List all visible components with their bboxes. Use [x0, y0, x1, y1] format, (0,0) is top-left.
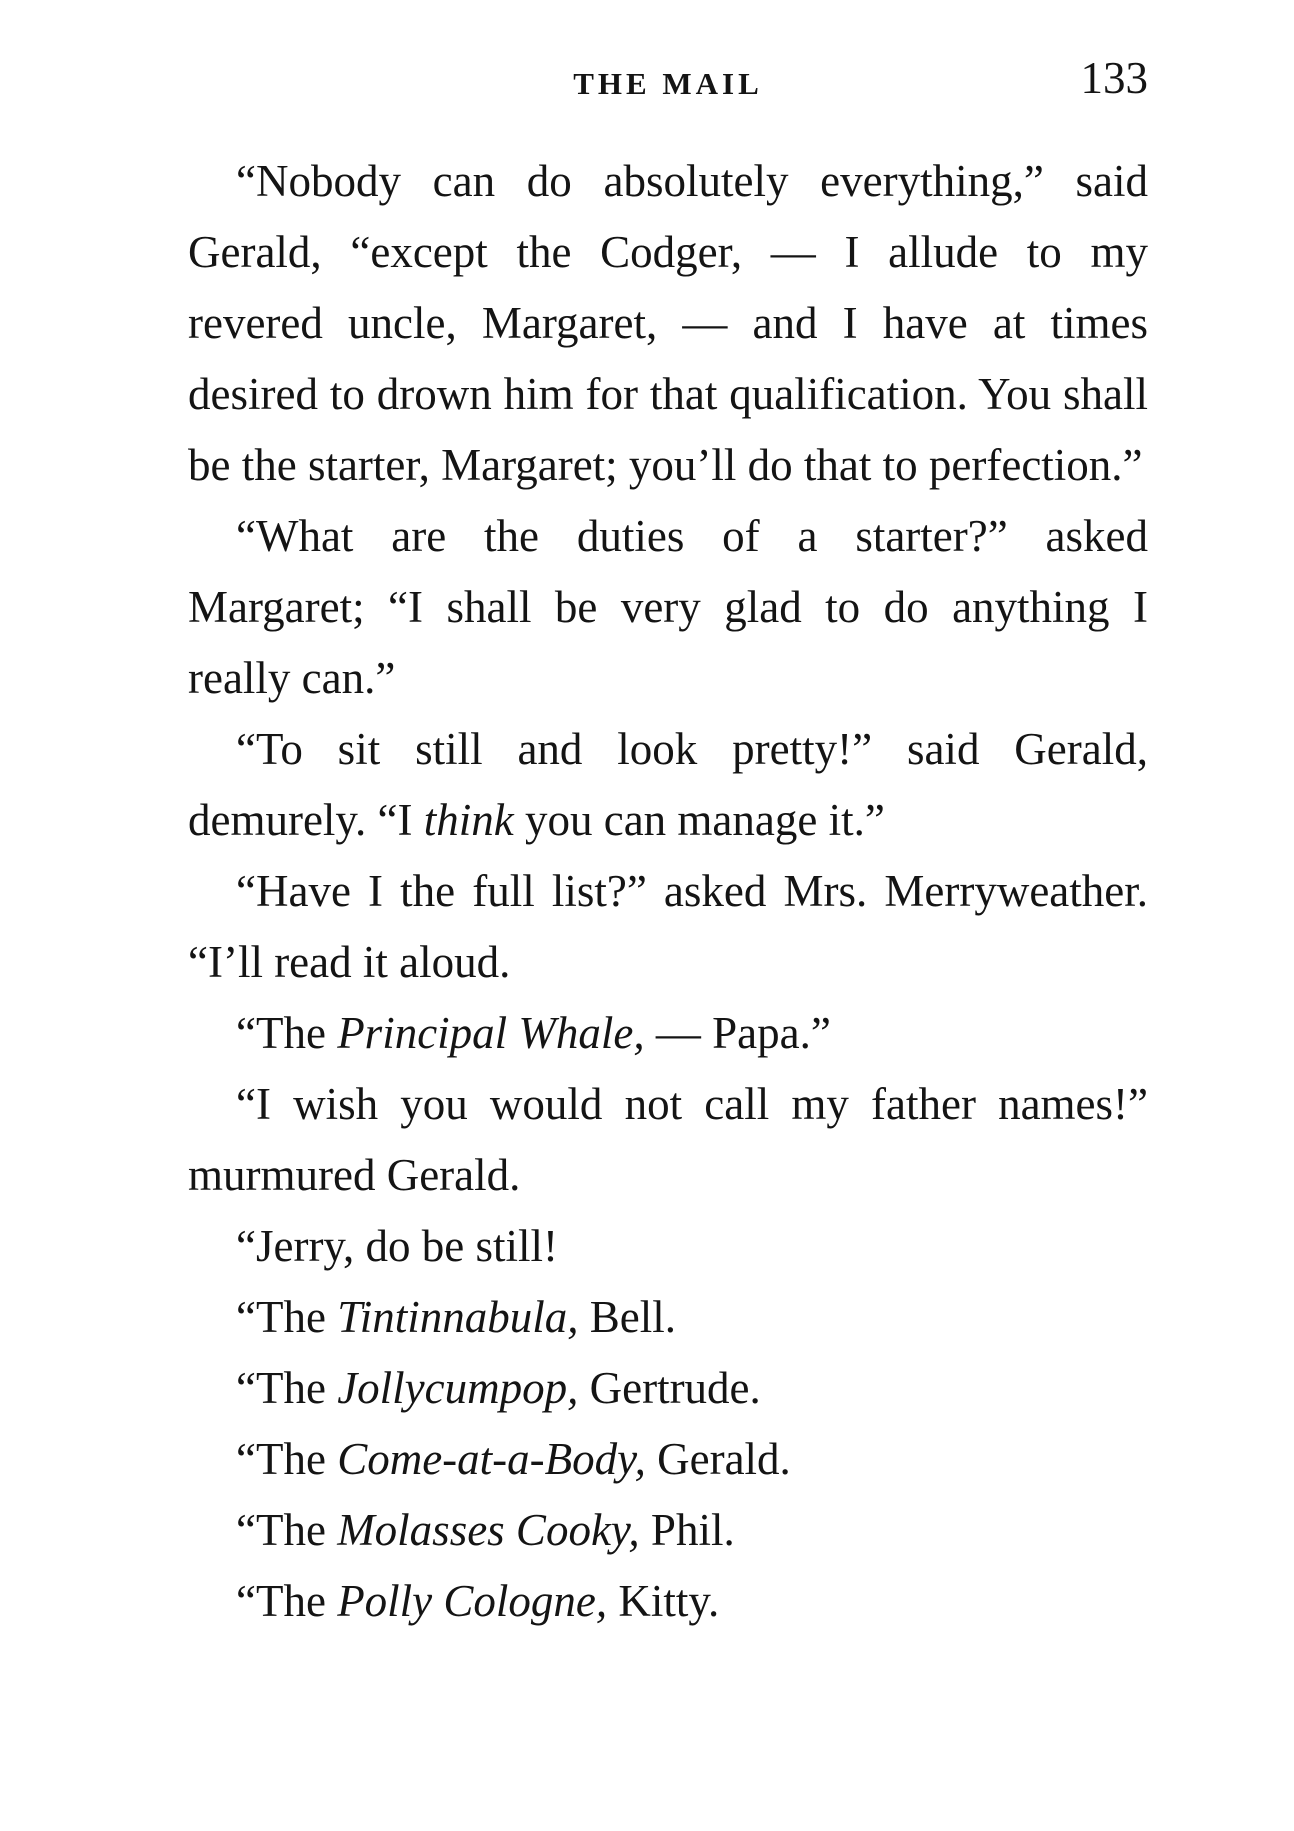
- list-item-prefix: “The: [236, 1576, 338, 1626]
- paragraph-sit-still-end: you can manage it.”: [513, 795, 885, 845]
- paragraph-starter-duties: “What are the duties of a starter?” asked Margaret; “I shall be very glad to do anything I really can.”: [188, 511, 1148, 703]
- paragraph-principal-whale: [188, 998, 1148, 1069]
- paragraph-father-names: “I wish you would not call my father names!” murmured Gerald.: [188, 1079, 1148, 1200]
- paragraph-principal-whale-italic: Principal Whale,: [337, 1008, 645, 1058]
- running-head: [188, 52, 1148, 112]
- list-item-name: Come-at-a-Body,: [337, 1434, 646, 1484]
- list-item-prefix: “The: [236, 1434, 338, 1484]
- paragraph-sit-still-italic: think: [423, 795, 514, 845]
- list-item: [188, 1566, 1148, 1637]
- body-text: [188, 146, 1148, 1637]
- paragraph-sit-still: [188, 714, 1148, 856]
- list-item: [188, 1353, 1148, 1424]
- list-item-prefix: “The: [236, 1363, 338, 1413]
- paragraph-full-list: “Have I the full list?” asked Mrs. Merryweather. “I’ll read it aloud.: [188, 866, 1148, 987]
- list-item: [188, 1282, 1148, 1353]
- list-item-prefix: “The: [236, 1292, 338, 1342]
- list-item-person: Gerald.: [645, 1434, 791, 1484]
- page-number: 133: [1080, 53, 1148, 103]
- list-item: [188, 1424, 1148, 1495]
- paragraph-sit-still-start: “To sit still and look pretty!” said Gerald, demurely. “I: [188, 724, 1148, 845]
- list-item-name: Polly Cologne,: [337, 1576, 608, 1626]
- list-item-person: Phil.: [639, 1505, 735, 1555]
- list-item-name: Molasses Cooky,: [337, 1505, 640, 1555]
- list-item-person: Gertrude.: [578, 1363, 761, 1413]
- paragraph-jerry: “Jerry, do be still!: [236, 1221, 558, 1271]
- list-item-person: Bell.: [578, 1292, 676, 1342]
- list-item-person: Kitty.: [607, 1576, 720, 1626]
- paragraph-principal-whale-end: — Papa.”: [644, 1008, 831, 1058]
- list-item-name: Jollycumpop,: [337, 1363, 579, 1413]
- running-title: THE MAIL: [573, 66, 763, 101]
- list-item-name: Tintinnabula,: [337, 1292, 579, 1342]
- paragraph-nobody: “Nobody can do absolutely everything,” said Gerald, “except the Codger, — I allude to my revered uncle, Margaret, — and I have at times desired to drown him for that qualification. You shall be the starter, Margaret; you’ll do that to perfection.”: [188, 156, 1148, 490]
- list-item-prefix: “The: [236, 1505, 338, 1555]
- paragraph-principal-whale-start: “The: [236, 1008, 338, 1058]
- list-item: [188, 1495, 1148, 1566]
